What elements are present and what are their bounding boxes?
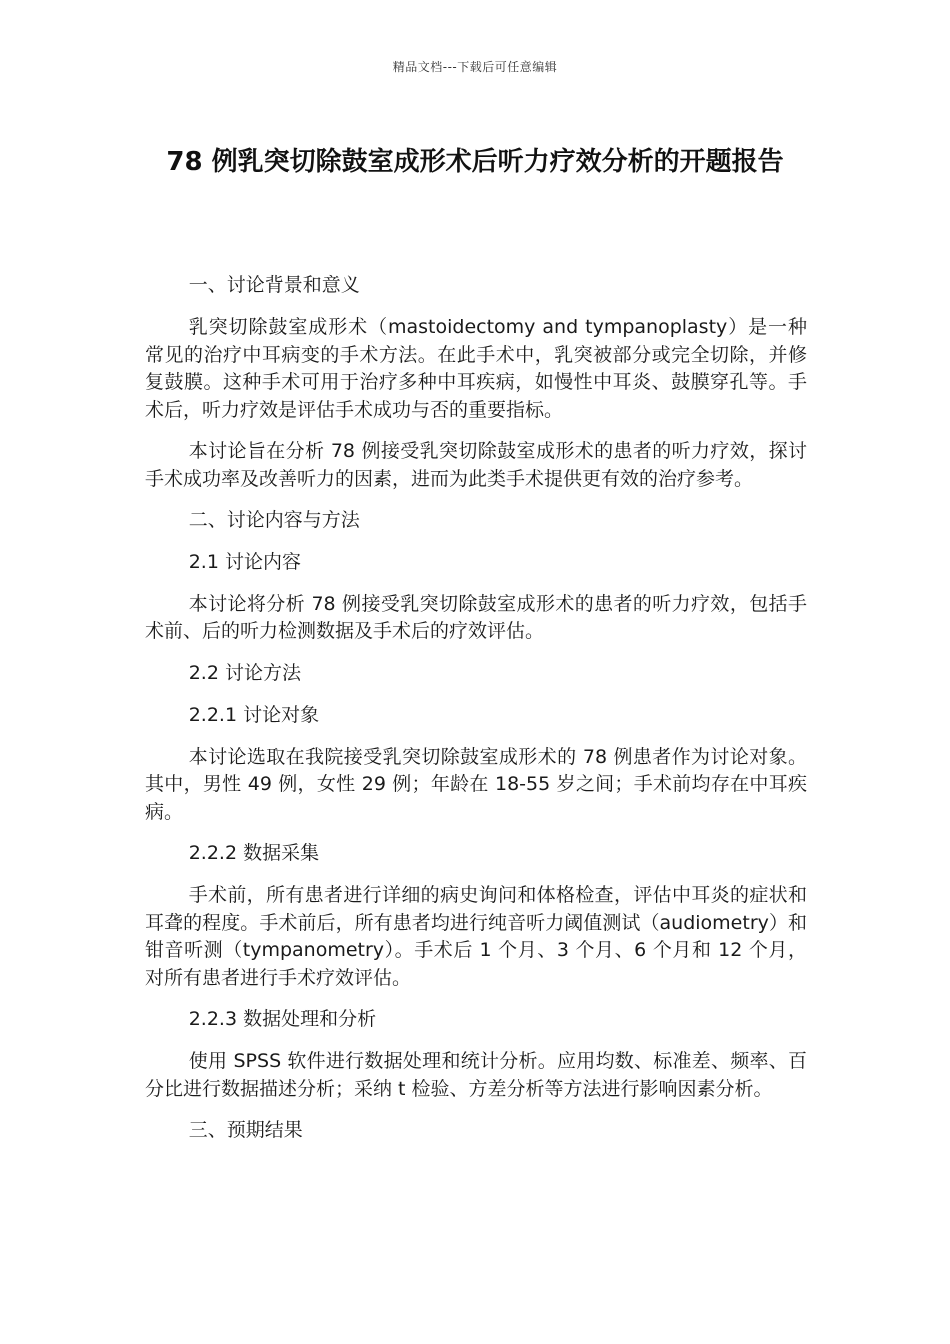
- header-note: 精品文档---下载后可任意编辑: [392, 60, 558, 74]
- subsection-heading: 2.2 讨论方法: [188, 661, 301, 684]
- paragraph: 本讨论选取在我院接受乳突切除鼓室成形术的 78 例患者作为讨论对象。其中，男性 49 例，女性 29 例；年龄在 18-55 岁之间；手术前均存在中耳疾病。: [145, 745, 807, 823]
- section-heading: 三、预期结果: [188, 1118, 303, 1141]
- section-heading: 二、讨论内容与方法: [188, 508, 360, 531]
- paragraph: 使用 SPSS 软件进行数据处理和统计分析。应用均数、标准差、频率、百分比进行数据描述分析；采纳 t 检验、方差分析等方法进行影响因素分析。: [145, 1050, 807, 1100]
- subsection-heading: 2.2.1 讨论对象: [188, 703, 320, 726]
- paragraph: 乳突切除鼓室成形术（mastoidectomy and tympanoplasty）是一种常见的治疗中耳病变的手术方法。在此手术中，乳突被部分或完全切除，并修复鼓膜。这种手术可用于治疗多种中耳疾病，如慢性中耳炎、鼓膜穿孔等。手术后，听力疗效是评估手术成功与否的重要指标。: [145, 316, 807, 421]
- paragraph: 本讨论旨在分析 78 例接受乳突切除鼓室成形术的患者的听力疗效，探讨手术成功率及改善听力的因素，进而为此类手术提供更有效的治疗参考。: [145, 439, 807, 490]
- subsection-heading: 2.2.2 数据采集: [188, 842, 320, 864]
- paragraph: 本讨论将分析 78 例接受乳突切除鼓室成形术的患者的听力疗效，包括手术前、后的听力检测数据及手术后的疗效评估。: [145, 592, 807, 643]
- subsection-heading: 2.2.3 数据处理和分析: [188, 1007, 377, 1030]
- document-title: 78 例乳突切除鼓室成形术后听力疗效分析的开题报告: [166, 147, 784, 177]
- paragraph: 手术前，所有患者进行详细的病史询问和体格检查，评估中耳炎的症状和耳聋的程度。手术前后，所有患者均进行纯音听力阈值测试（audiometry）和钳音听测（tympanometry）。手术后 1 个月、3 个月、6 个月和 12 个月，对所有患者进行手术疗效评估。: [145, 884, 807, 989]
- subsection-heading: 2.1 讨论内容: [188, 550, 301, 573]
- document-body: [145, 272, 807, 1159]
- section-heading: 一、讨论背景和意义: [188, 274, 360, 296]
